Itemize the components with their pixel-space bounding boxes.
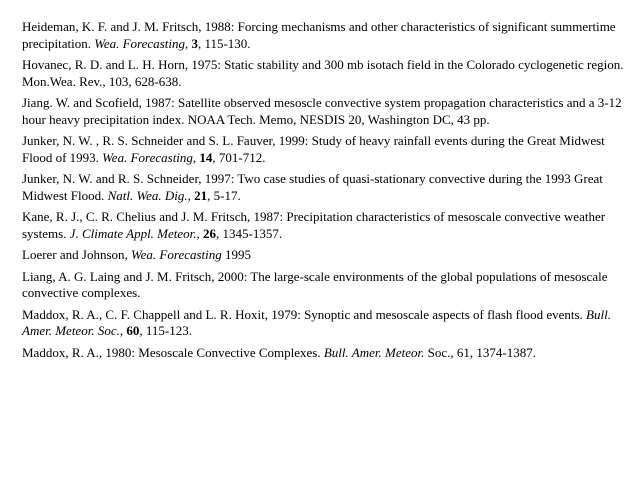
journal-name: Bull. Amer. Meteor. [323, 344, 425, 360]
reference-text: Liang, A. G. Laing and J. M. Fritsch, 2000: The large-scale environments of the global populations of mesoscale convective complexes. [22, 268, 608, 300]
journal-name: Wea. Forecasting [131, 247, 222, 262]
reference-text: , [187, 187, 195, 203]
reference-text: Maddox, R. A., 1980: Mesoscale Convective Complexes. [22, 344, 324, 360]
reference-entry [22, 269, 634, 302]
journal-name: Bull. Amer. Meteor. Soc. [22, 306, 611, 338]
volume-number: 21 [194, 187, 208, 203]
reference-text: , 115-123. [139, 323, 192, 338]
reference-text: Soc., 61, 1374-1387. [424, 344, 536, 360]
journal-name: Wea. Forecasting, [94, 35, 189, 51]
reference-text: , [119, 323, 127, 338]
reference-text: , [192, 149, 200, 165]
reference-entry [22, 171, 634, 204]
reference-text: , 5-17. [207, 187, 241, 203]
reference-text: Kane, R. J., C. R. Chelius and J. M. Fritsch, 1987: Precipitation characteristics of mesoscale convective weather systems. [22, 209, 606, 241]
volume-number: 26 [203, 225, 217, 241]
reference-text: Junker, N. W. and R. S. Schneider, 1997: Two case studies of quasi-stationary convective during the 1993 Great Midwest Flood. [22, 171, 603, 203]
reference-text: 1995 [221, 247, 252, 262]
reference-text: Loerer and Johnson, [22, 247, 132, 262]
reference-text: Junker, N. W. , R. S. Schneider and S. L. Fauver, 1999: Study of heavy rainfall events during the Great Midwest Flood of 1993. [22, 133, 605, 165]
reference-entry [22, 133, 634, 166]
journal-name: J. Climate Appl. Meteor. [69, 225, 197, 241]
reference-entry [22, 209, 634, 242]
volume-number: 60 [126, 323, 140, 338]
volume-number: 3 [191, 35, 198, 51]
reference-entry [22, 19, 634, 52]
reference-text: , 1345-1357. [216, 225, 283, 241]
reference-text: Maddox, R. A., C. F. Chappell and L. R. Hoxit, 1979: Synoptic and mesoscale aspects of flash flood events. [22, 306, 587, 322]
reference-text: Jiang. W. and Scofield, 1987: Satellite observed mesoscle convective system propagation characteristics and a 3-12 hour heavy precipitation index. NOAA Tech. Memo, NESDIS 20, Washington DC, 43 pp. [22, 95, 622, 127]
journal-name: Natl. Wea. Dig. [107, 187, 188, 203]
volume-number: 14 [199, 149, 213, 165]
reference-entry [22, 57, 634, 90]
reference-entry [22, 345, 634, 362]
reference-entry [22, 247, 634, 264]
reference-list [22, 19, 634, 366]
reference-text: , 701-712. [212, 149, 266, 165]
reference-entry [22, 307, 634, 340]
reference-text: Hovanec, R. D. and L. H. Horn, 1975: Static stability and 300 mb isotach field in the Colorado cyclogenetic region. Mon.Wea. Rev., 103, 628-638. [22, 57, 624, 89]
reference-text: , [196, 225, 204, 241]
reference-text: Heideman, K. F. and J. M. Fritsch, 1988: Forcing mechanisms and other characteristics of significant summertime precipitation. [22, 19, 616, 51]
journal-name: Wea. Forecasting [102, 149, 193, 165]
reference-entry [22, 95, 634, 128]
reference-text: , 115-130. [197, 35, 251, 51]
